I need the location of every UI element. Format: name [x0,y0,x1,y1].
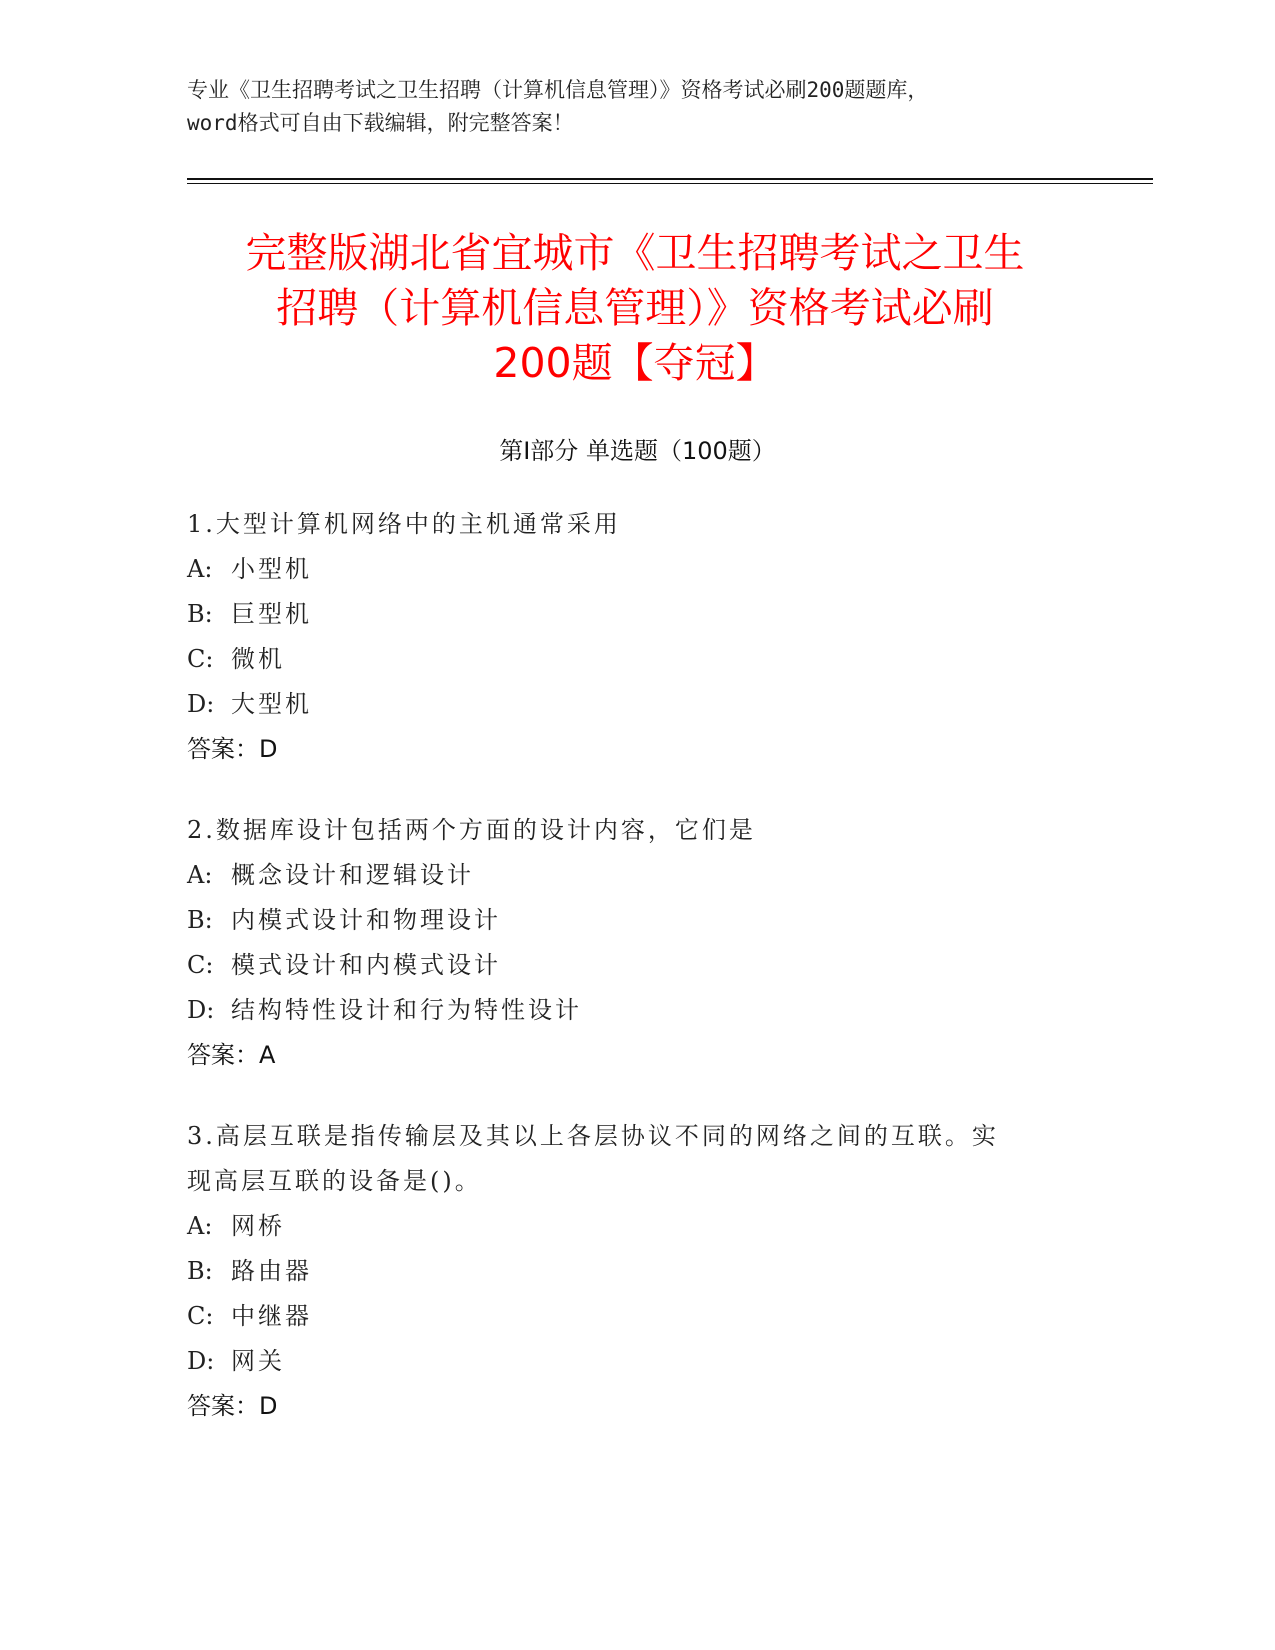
option-letter: B: [187,1257,213,1285]
option-c [187,637,1087,682]
question-3 [187,1114,1087,1429]
option-letter: D: [187,1347,215,1375]
option-letter: B: [187,600,213,628]
header-divider-thin [187,183,1153,184]
option-text: 路由器 [231,1257,312,1285]
option-a [187,547,1087,592]
option-text: 巨型机 [231,600,312,628]
option-d [187,988,1087,1033]
question-text: 1.大型计算机网络中的主机通常采用 [187,510,621,538]
option-a [187,1204,1087,1249]
question-text-line-1: 3.高层互联是指传输层及其以上各层协议不同的网络之间的互联。实 [187,1122,999,1150]
option-d [187,1339,1087,1384]
answer-text: 答案：D [187,735,278,763]
option-letter: D: [187,996,215,1024]
title-line-2: 招聘（计算机信息管理）》资格考试必刷 [276,284,994,332]
option-text: 内模式设计和物理设计 [231,906,501,934]
option-letter: C: [187,1302,214,1330]
option-b [187,1249,1087,1294]
option-c [187,943,1087,988]
question-text: 2.数据库设计包括两个方面的设计内容，它们是 [187,816,756,844]
question-text-line-2: 现高层互联的设备是()。 [187,1167,482,1195]
option-letter: D: [187,690,215,718]
document-header-note [187,74,1087,140]
option-b [187,592,1087,637]
question-2 [187,808,1087,1078]
section-heading: 第Ⅰ部分 单选题（100题） [499,437,776,465]
option-letter: A: [187,555,213,583]
document-title [150,226,1120,391]
option-d [187,682,1087,727]
title-line-1: 完整版湖北省宜城市《卫生招聘考试之卫生 [245,229,1025,277]
option-letter: C: [187,645,214,673]
option-text: 中继器 [231,1302,312,1330]
answer-text: 答案：D [187,1392,278,1420]
option-text: 网桥 [231,1212,285,1240]
header-line-1: 专业《卫生招聘考试之卫生招聘（计算机信息管理）》资格考试必刷200题题库， [187,78,929,102]
option-text: 概念设计和逻辑设计 [231,861,474,889]
option-text: 小型机 [231,555,312,583]
option-text: 结构特性设计和行为特性设计 [231,996,582,1024]
option-c [187,1294,1087,1339]
header-divider-thick [187,178,1153,180]
option-text: 大型机 [231,690,312,718]
option-b [187,898,1087,943]
option-letter: A: [187,861,213,889]
option-text: 微机 [231,645,285,673]
header-line-2: word格式可自由下载编辑，附完整答案！ [187,111,574,135]
option-letter: B: [187,906,213,934]
option-letter: C: [187,951,214,979]
option-text: 模式设计和内模式设计 [231,951,501,979]
question-1 [187,502,1087,772]
option-letter: A: [187,1212,213,1240]
option-a [187,853,1087,898]
title-line-3: 200题【夺冠】 [493,339,777,387]
option-text: 网关 [231,1347,285,1375]
answer-text: 答案：A [187,1041,276,1069]
